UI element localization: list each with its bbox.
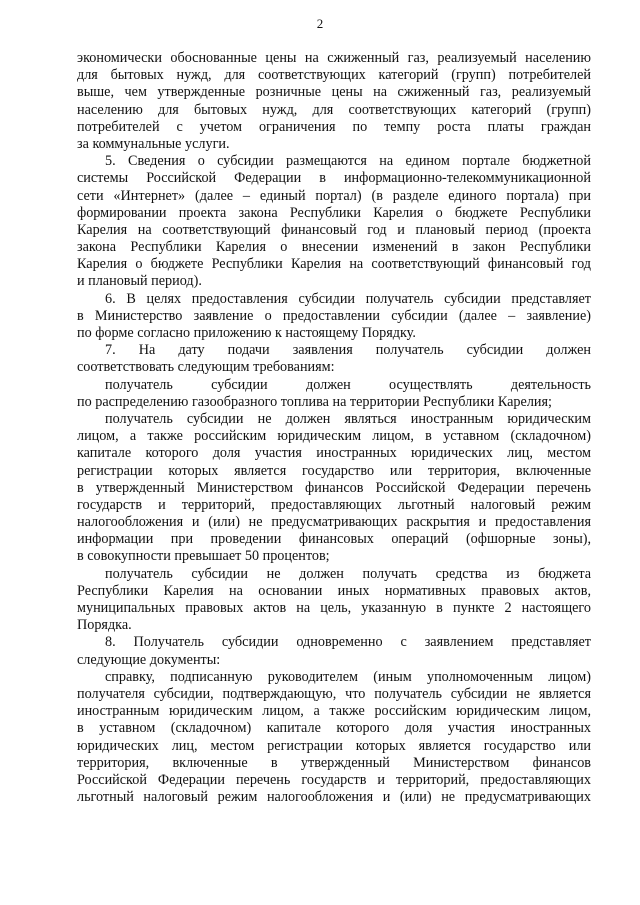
text-line: следующие документы: <box>77 651 221 668</box>
text-line: в совокупности превышает 50 процентов; <box>77 548 330 565</box>
text-line: в уставном (складочном) капитале которого доля участия иностранных <box>77 720 591 737</box>
text-line: в утвержденный Министерством финансов Российской Федерации перечень <box>77 479 591 496</box>
text-line: справку, подписанную руководителем (иным уполномоченным лицом) <box>105 668 591 685</box>
text-line: потребителей с учетом ограничения по темпу роста платы граждан <box>77 118 591 135</box>
text-line: сети «Интернет» (далее – единый портал) (в разделе единого портала) при <box>77 187 591 204</box>
text-line: в Министерство заявление о предоставлении субсидии (далее – заявление) <box>77 307 591 324</box>
text-line: выше, чем утвержденные розничные цены на сжиженный газ, реализуемый <box>77 84 591 101</box>
text-line: 7. На дату подачи заявления получатель субсидии должен <box>105 342 591 359</box>
text-line: муниципальных правовых актов на цель, указанную в пункте 2 настоящего <box>77 600 591 616</box>
text-line: закона Республики Карелия о внесении изменений в закон Республики <box>77 239 591 256</box>
text-line: получатель субсидии должен осуществлять деятельность <box>105 376 591 393</box>
text-line: по распределению газообразного топлива на территории Республики Карелия; <box>77 393 552 410</box>
text-line: налогообложения и (или) не предусматривающих раскрытия и предоставления <box>77 514 591 531</box>
text-line: получатель субсидии не должен получать средства из бюджета <box>105 565 591 582</box>
text-line: 5. Сведения о субсидии размещаются на едином портале бюджетной <box>105 153 591 170</box>
text-line: Порядка. <box>77 617 132 634</box>
text-line: по форме согласно приложению к настоящему Порядку. <box>77 325 416 341</box>
text-line: территория, включенные в утвержденный Министерством финансов <box>77 754 591 771</box>
text-line: и плановый период). <box>77 273 202 290</box>
text-line: информации при проведении финансовых операций (офшорные зоны), <box>77 531 591 548</box>
text-line: для бытовых нужд, для соответствующих категорий (групп) потребителей <box>77 67 591 84</box>
text-line: лицом, а также российским юридическим лицом, в уставном (складочном) <box>77 428 591 445</box>
text-line: экономически обоснованные цены на сжиженный газ, реализуемый населению <box>77 50 591 66</box>
text-line: капитале которого доля участия иностранных юридических лиц, местом <box>77 445 591 462</box>
text-line: Российской Федерации перечень государств и территорий, предоставляющих <box>77 771 591 788</box>
text-line: юридических лиц, местом регистрации которых является государство или <box>77 737 591 754</box>
text-line: 6. В целях предоставления субсидии получатель субсидии представляет <box>105 290 591 307</box>
text-line: соответствовать следующим требованиям: <box>77 359 335 376</box>
text-line: 8. Получатель субсидии одновременно с заявлением представляет <box>105 634 591 651</box>
text-line: формировании проекта закона Республики Карелия о бюджете Республики <box>77 204 591 221</box>
text-line: Республики Карелия на основании иных нормативных правовых актов, <box>77 582 591 599</box>
text-line: регистрации которых является государство или территория, включенные <box>77 462 591 479</box>
document-body <box>77 50 591 806</box>
text-line: иностранным юридическим лицом, а также российским юридическим лицом, <box>77 703 591 720</box>
text-line: льготный налоговый режим налогообложения и (или) не предусматривающих <box>77 789 591 806</box>
text-line: за коммунальные услуги. <box>77 135 230 152</box>
text-line: системы Российской Федерации в информационно-телекоммуникационной <box>77 170 591 187</box>
text-line: населению для бытовых нужд, для соответствующих категорий (групп) <box>77 101 591 118</box>
text-line: получатель субсидии не должен являться иностранным юридическим <box>105 410 591 427</box>
text-line: Карелия на соответствующий финансовый год и плановый период (проекта <box>77 221 591 238</box>
text-line: Карелия о бюджете Республики Карелия на соответствующий финансовый год <box>77 256 591 273</box>
text-line: государств и территорий, предоставляющих льготный налоговый режим <box>77 496 591 513</box>
page-number: 2 <box>316 16 324 31</box>
text-line: получателя субсидии, подтверждающую, что получатель субсидии не является <box>77 685 591 702</box>
